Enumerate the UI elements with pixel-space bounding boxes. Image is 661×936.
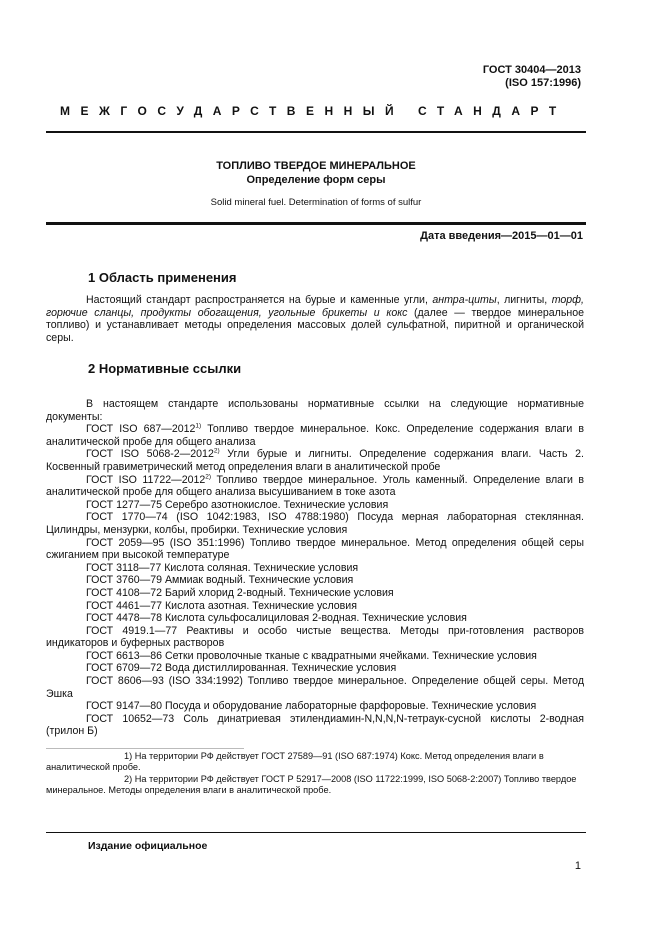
reference-item: ГОСТ ISO 11722—2012$^{2)}$ Топливо твердое минеральное. Уголь каменный. Определение влаги в аналитической пробе для общего анализа высушиванием в токе азота [46, 473, 584, 499]
reference-item: ГОСТ 1770—74 (ISO 1042:1983, ISO 4788:1980) Посуда мерная лабораторная стеклянная. Цилиндры, мензурки, колбы, пробирки. Технические условия [46, 511, 584, 536]
reference-item: ГОСТ 6613—86 Сетки проволочные тканые с квадратными ячейками. Технические условия [86, 649, 537, 662]
english-title: Solid mineral fuel. Determination of forms of sulfur [210, 197, 422, 208]
official-edition-label: Издание официальное [88, 840, 208, 852]
footnotes [46, 751, 586, 797]
reference-item: ГОСТ 4461—77 Кислота азотная. Технические условия [86, 599, 357, 612]
interstate-standard-banner: МЕЖГОСУДАРСТВЕННЫЙ СТАНДАРТ [60, 104, 567, 118]
reference-item: ГОСТ 2059—95 (ISO 351:1996) Топливо твердое минеральное. Метод определения общей серы сжиганием при высокой температуре [46, 536, 584, 562]
reference-item: ГОСТ 1277—75 Серебро азотнокислое. Технические условия [86, 498, 389, 511]
footnote-2: 2) На территории РФ действует ГОСТ Р 52917—2008 (ISO 11722:1999, ISO 5068-2:2007) Топливо твердое минеральное. Методы определения влаги в аналитической пробе. [46, 773, 577, 796]
reference-item: ГОСТ 6709—72 Вода дистиллированная. Технические условия [86, 662, 397, 675]
reference-item: ГОСТ ISO 687—2012$^{1)}$ Топливо твердое минеральное. Кокс. Определение содержания влаги в аналитической пробе для общего анализа [46, 422, 584, 448]
iso-number: (ISO 157:1996) [505, 77, 581, 89]
document-title: ТОПЛИВО ТВЕРДОЕ МИНЕРАЛЬНОЕ [216, 160, 416, 172]
reference-item: ГОСТ 3760—79 Аммиак водный. Технические условия [86, 574, 354, 587]
reference-item: ГОСТ 4478—78 Кислота сульфосалициловая 2-водная. Технические условия [86, 612, 467, 625]
references-intro: В настоящем стандарте использованы нормативные ссылки на следующие нормативные документы: [46, 398, 584, 423]
standard-designation [483, 64, 581, 90]
reference-item: ГОСТ 3118—77 Кислота соляная. Технические условия [86, 561, 359, 574]
page-number: 1 [574, 860, 581, 872]
section-1-heading: 1 Область применения [88, 270, 237, 285]
reference-item: ГОСТ 4919.1—77 Реактивы и особо чистые вещества. Методы при-готовления растворов индикаторов и буферных растворов [46, 624, 584, 650]
footnote-separator [46, 748, 244, 749]
title-rule [46, 222, 586, 225]
reference-item: ГОСТ 4108—72 Барий хлорид 2-водный. Технические условия [86, 586, 394, 599]
official-rule [46, 832, 586, 833]
section-2-heading: 2 Нормативные ссылки [88, 361, 242, 376]
top-rule [46, 131, 586, 133]
scope-paragraph: Настоящий стандарт распространяется на бурые и каменные угли, антра-циты, лигниты, торф, горючие сланцы, продукты обогащения, угольные брикеты и кокс (далее — твердое минеральное топливо) и устанавливает методы определения массовых долей сульфатной, пиритной и органической серы. [46, 294, 584, 344]
reference-item: ГОСТ 9147—80 Посуда и оборудование лабораторные фарфоровые. Технические условия [86, 700, 537, 713]
standard-number: ГОСТ 30404—2013 [482, 64, 581, 76]
reference-item: ГОСТ 10652—73 Соль динатриевая этилендиамин-N,N,N,N-тетраук-сусной кислоты 2-водная (трилон Б) [46, 712, 584, 738]
normative-references [46, 398, 584, 738]
reference-item: ГОСТ ISO 5068-2—2012$^{2)}$ Угли бурые и лигниты. Определение содержания влаги. Часть 2. Косвенный гравиметрический метод определения влаги в аналитической пробе [46, 447, 584, 473]
footnote-1: 1) На территории РФ действует ГОСТ 27589—91 (ISO 687:1974) Кокс. Метод определения влаги в аналитической пробе. [46, 751, 544, 773]
introduction-date: Дата введения—2015—01—01 [420, 230, 583, 242]
document-subtitle: Определение форм серы [246, 174, 386, 186]
section-1-body [46, 294, 584, 344]
reference-item: ГОСТ 8606—93 (ISO 334:1992) Топливо твердое минеральное. Определение общей серы. Метод Эшка [46, 675, 584, 700]
